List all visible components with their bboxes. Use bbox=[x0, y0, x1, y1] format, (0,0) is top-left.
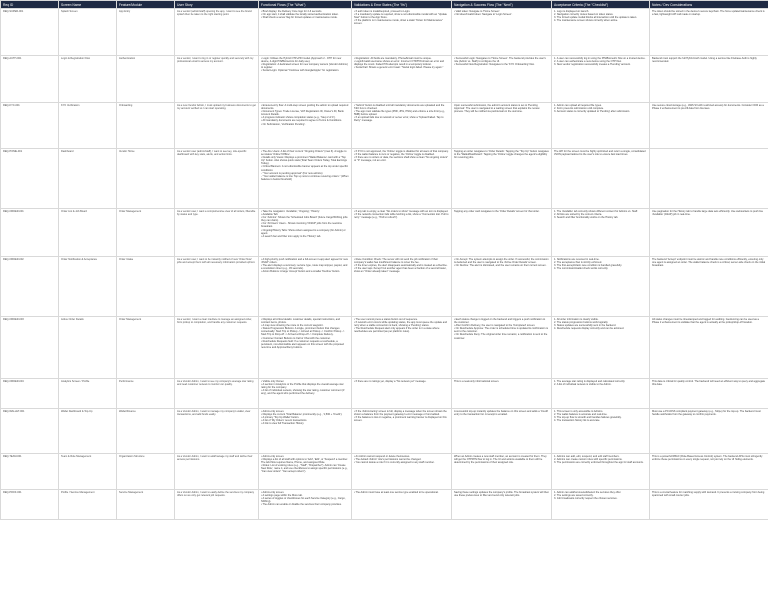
cell-req-id: REQ-ORDER-003 bbox=[1, 317, 59, 379]
cell-screen-name: Active Order Details bbox=[59, 317, 117, 379]
table-row bbox=[1, 454, 768, 490]
cell-acceptance-criteria: 1. Admin can upload all required file types. 2. Form prevents submission until complete. 3. Account status is correctly updated to 'Pending' after submission. bbox=[552, 103, 650, 149]
cell-navigation: • Valid token: Navigate to 'Home Screen'. • No token/invalid token: Navigate to 'Login Screen'. bbox=[452, 9, 552, 56]
cell-notes: Must use a PCI-DSS compliant payment gateway (e.g., Stripe) for the top-up. The backend must handle webhooks from the gateway to confirm payments. bbox=[650, 409, 768, 454]
table-row bbox=[1, 149, 768, 209]
header-screen-name: Screen Name bbox=[59, 1, 117, 9]
cell-req-id: REQ-AUTH-001 bbox=[1, 56, 59, 103]
cell-feature-module: App Entry bbox=[117, 9, 175, 56]
cell-acceptance-criteria: 1. All order information is clearly visible. 2. The status progression buttons work logically. 3. Status updates are successfully sent in the backend. 4. Reschedule requests display correctly and can be actioned. bbox=[552, 317, 650, 379]
cell-screen-name: Splash Screen bbox=[59, 9, 117, 56]
cell-acceptance-criteria: 1. Logo is displayed on launch. 2. Navigation correctly routes based on token status. 3. The forced update modal blocks all interaction until the update is taken. 4. The maintenance screen shows correctly when active. bbox=[552, 9, 650, 56]
cell-validations: • 'Submit' button is disabled until all mandatory documents are uploaded and the T&C box is checked. • The app must validate file types (PDF, JPG, PNG) and enforce a size limit (e.g., 5MB) before upload. • If an upload fails due to network or server error, show a "Upload Failed. Tap to Retry" message. bbox=[352, 103, 452, 149]
cell-functional-flows: • Entered-entry flow: A multi-step screen guiding the admin to upload required documents. • Document Types: Trade License, VAT Registration ID, Owner's ID, Bank Account Details. • A progress indicator shows completion status (e.g., 'Step 2 of 4'). • All mandatory documents are required to agree to Terms & Conditions. • On Submission, 'Verification Pending'. bbox=[259, 103, 352, 149]
table-row bbox=[1, 379, 768, 409]
cell-feature-module: Order Management bbox=[117, 317, 175, 379]
cell-user-story: As a vendor (admin/staff) opening the app, I want to see the brand splash then be taken to the right starting point. bbox=[175, 9, 259, 56]
cell-screen-name: Order List & Job Board bbox=[59, 209, 117, 257]
cell-user-story: As a Vendor Admin, I want to add/manage my staff and define their access permissions. bbox=[175, 454, 259, 490]
cell-user-story: As a vendor user (admin/staff), I want to see key, role-specific dashboard with key stats, alerts, and action links. bbox=[175, 149, 259, 209]
cell-feature-module: Onboarding bbox=[117, 103, 175, 149]
cell-screen-name: Dashboard bbox=[59, 149, 117, 209]
cell-notes: Backend must support the full Hybrid Auth model. Using a service like Firebase Auth is highly recommended. bbox=[650, 56, 768, 103]
cell-validations: • Registration: All fields are mandatory. Phone/Email must be unique. • Login/Invalid username shows an error. Incorrect OTP/PIN shows an error and displays the count. Failed PIN attempts result in a temporary lockout. • Social Fail: Shows a generic error toast: "Social login failed. Please try again." bbox=[352, 56, 452, 103]
cell-acceptance-criteria: 1. The 'Available' tab correctly shows different content for Admins vs. Staff. 2. All lists are sorted by the correct criteria. 3. Search and filter functionality works on the History tab. bbox=[552, 209, 650, 257]
cell-notes bbox=[650, 149, 768, 209]
cell-screen-name: Order Notification & Acceptance bbox=[59, 257, 117, 317]
cell-navigation: • Successful Login: Navigates to 'Home Screen'. The backend provides the user's role (Admin vs. Staff) to configure the UI. • Successful New Registration: Navigates to the 'KYC Onboarding' flow. bbox=[452, 56, 552, 103]
header-acceptance-criteria: Acceptance Criteria (The "Checklist") bbox=[552, 1, 650, 9]
cell-functional-flows: • Take the navigation: 'Available', 'Ongoing', 'History'. • Available Tab: • For 'Admins': Shows the 'Scheduled Jobs Board' (future Cargo/Shifting jobs they can claim). • For 'All Users' Users - Shows incoming 'ON/AP' jobs from the real-time broadcast. • Ongoing/History Tabs: Show orders assigned to a company (for Admin) or agent. • A search bar and filter icon apply to the 'History' tab. bbox=[259, 209, 352, 257]
cell-navigation: A successful top-up instantly updates the balance on this screen and adds a 'Credit' entry to the transaction list. A receipt is emailed. bbox=[452, 409, 552, 454]
header-feature-module: Feature/Module bbox=[117, 1, 175, 9]
cell-navigation: Saving these settings updates the company's profile. The broadcast system will then use these preferences to filter and send only relevant jobs. bbox=[452, 490, 552, 520]
cell-functional-flows: • Brief display: the Delivery Core logo for 2-3 seconds. • On app start, it shall validate the locally stored authentication token. • Shall check a server flag for forced updates or maintenance mode. bbox=[259, 9, 352, 56]
cell-acceptance-criteria: 1. Admin can add/remove/edit/select the services they offer. 2. The settings are saved correctly. 3. Job broadcasts correctly respect the chosen services. bbox=[552, 490, 650, 520]
cell-functional-flows: • Admin-only screen. • A settings page within the More tab. • A series of toggles or checkboxes for each Service Category (e.g., Cargo, Shifting). • The Admin can enable or disable the services their company provides. bbox=[259, 490, 352, 520]
cell-req-id: REQ-WALLET-001 bbox=[1, 409, 59, 454]
cell-feature-module: Order Intake bbox=[117, 257, 175, 317]
cell-feature-module: Authentication bbox=[117, 56, 175, 103]
cell-notes: Use secure cloud storage (e.g., AWS S3 with restricted access) for documents. Consider OCR as a Phase 2 enhancement to pre-fill data from licenses. bbox=[650, 103, 768, 149]
cell-req-id: REQ-PROF-001 bbox=[1, 490, 59, 520]
table-row bbox=[1, 257, 768, 317]
cell-acceptance-criteria: 1. This screen is only accessible to Admins. 2. The wallet balance is accurate and real-time. 3. The top-up flow is smooth and handles failures gracefully. 4. The transaction history list is accurate. bbox=[552, 409, 650, 454]
cell-user-story: As a Vendor Admin, I want to see my company's average star rating and read customer reviews to monitor our quality. bbox=[175, 379, 259, 409]
cell-acceptance-criteria: The API for the screen must be highly optimized and return a single, consolidated JSON payload tailored to the user's role to ensure fast load times. bbox=[552, 149, 650, 209]
header-notes: Notes / Dev Considerations bbox=[650, 1, 768, 9]
cell-validations: • If there are no ratings yet, display a "No reviews yet" message. bbox=[352, 379, 452, 409]
cell-req-id: REQ-SUPER-001 bbox=[1, 9, 59, 56]
cell-functional-flows: • Login: Utilises the Hybrid OTP+PIN model (Approach 2 - OTP for new device, 4-digit PIN/Biometrics for daily use). • Registration: A dedicated screen for new company owners (Vendor Admins) to register. • Social Login: Optional "Continue with Google/Apple" for registration. bbox=[259, 56, 352, 103]
cell-acceptance-criteria: 1. Notifications are received in real-time. 2. The acceptance flow is strictly enforced. 3. The first-accept/claim race condition is handled gracefully. 4. The commission/wallet check works correctly. bbox=[552, 257, 650, 317]
cell-validations: • An Admin cannot suspend or delete themselves. • The default 'Admin' role's permissions cannot be changed. • You cannot delete a role if it is currently assigned to any staff member. bbox=[352, 454, 452, 490]
cell-user-story: As a vendor, I want a clear interface to manage an assigned order, from pickup to completion, and handle any customer requests. bbox=[175, 317, 259, 379]
cell-req-id: REQ-KYC-001 bbox=[1, 103, 59, 149]
cell-navigation: • On Accept: The system attempts to assign the order. If successful, the commission is deducted and the user is navigated to the 'Active Order Details' screen. • On Decline: The alert is dismissed, and the user remains on their current screen. bbox=[452, 257, 552, 317]
header-functional-flows: Functional Flows (The "What") bbox=[259, 1, 352, 9]
cell-user-story: As a vendor user, I want to be instantly notified of new 'Order Now' jobs and accept them with all necessary information provided upfront. bbox=[175, 257, 259, 317]
table-row bbox=[1, 103, 768, 149]
cell-validations: • If the 'Admin-facing' screen is full, display a message when the screen shows the shown a balance from the payment gateway's error message or fund added. • If the balance is low or negative, a prominent warning banner is displayed on this screen. bbox=[352, 409, 452, 454]
cell-validations: • If KYC is not approved, the 'Online' toggle is disabled for all users of that company. • If the wallet balance is zero or negative, the 'Online' toggle is disabled. • If there are no orders or data, the sections shall show a clean "No ongoing orders" or "0" message, not an error. bbox=[352, 149, 452, 209]
cell-user-story: As a vendor, I want to log in or register quickly and securely with my professional email to access my account. bbox=[175, 56, 259, 103]
cell-notes: This data is critical for quality control. The backend will need an efficient way to query and aggregate this data. bbox=[650, 379, 768, 409]
cell-notes: This is a crucial feature for matching supply with demand. It prevents a moving company from being spammed with small courier jobs. bbox=[650, 490, 768, 520]
cell-notes: Use pagination for the History tab to handle large data sets efficiently. Use websockets to push live 'Available' (ASAP) job in real-time. bbox=[650, 209, 768, 257]
cell-req-id: REQ-TEAM-001 bbox=[1, 454, 59, 490]
cell-user-story: As a Vendor Admin, I want to easily define the services my company offers so we only get relevant job requests. bbox=[175, 490, 259, 520]
cell-screen-name: Team & Role Management bbox=[59, 454, 117, 490]
cell-functional-flows: • Admin-only screen. • Displays the current 'Total Balance' prominently (e.g., '1,500 + 'Credit'). • A primary 'Top Up Wallet' button. • A list of 'My Orders' recent transactions. • A link to view full Transaction History. bbox=[259, 409, 352, 454]
cell-notes: The backend 'Accept' endpoint must be atomic and handle race conditions efficiently, ensuring only one agent is assigned an order. The wallet balance check is a critical, server-side check on the initial broadcast. bbox=[650, 257, 768, 317]
cell-navigation: Upon successful submission, the admin's account status is set to 'Pending Approval'. The user is navigated to a waiting screen that explains the review process. They will be notified via push/email on the outcome. bbox=[452, 103, 552, 149]
cell-notes: This is a powerful RBAC (Role-Based Access Control) system. The backend APIs must stringently enforce these permissions on every single request, not just rely on the UI hiding elements. bbox=[650, 454, 768, 490]
cell-acceptance-criteria: 1. A user can successfully log in using the PIN/Biometric flow on a trusted device. 2. A user can authenticate a new device using the OTP flow. 3. New vendor registration successfully creates a 'Pending' account. bbox=[552, 56, 650, 103]
cell-feature-module: Performance bbox=[117, 379, 175, 409]
cell-user-story: As a Vendor Admin, I want to manage my company's wallet, view transactions, and add funds easily. bbox=[175, 409, 259, 454]
cell-feature-module: Organization Structure bbox=[117, 454, 175, 490]
cell-notes: The token should be stored in the device's secure keychain. The force update/maintenance check is a fast, lightweight API call made on startup. bbox=[650, 9, 768, 56]
cell-functional-flows: • The ALL Users: A list of their current "Ongoing Orders" (max 3). A toggle to set status 'Online'/'Offline'. • Details only Views: Displays a prominent 'Wallet Balance' card with a "Top Up" button. Also shows quick stats (Total Team Orders Today, Total Earnings Today). • Critical Banners: A non-dismissible banner appears at the top under specific conditions: - "Your account is pending approval" (For new admins) - "Your wallet balance is low. Top up now to continue receiving orders." (When balance is below threshold) bbox=[259, 149, 352, 209]
header-row bbox=[1, 1, 768, 9]
cell-user-story: As a new Vendor Admin, I must upload my business documents to get my account verified so I can start operating. bbox=[175, 103, 259, 149]
table-row bbox=[1, 409, 768, 454]
table-row bbox=[1, 56, 768, 103]
header-navigation: Navigation & Success Flow (The "Next") bbox=[452, 1, 552, 9]
cell-functional-flows: • Admin-only screen. • Displays a list of all staff with options to 'Add', 'Edit', or 'Suspend' a member. The Add flow requires Name, Phone, and assigned Role. • Roles: List of existing roles (e.g., "Staff", "Dispatcher"). Admin can 'Create New Role', name it, and use checkboxes to assign specific permissions (e.g., "Can view orders" "Can accept orders"). bbox=[259, 454, 352, 490]
cell-validations: • If any tab is empty, a clear "No orders to show" message with an icon is displayed. • If the network connection fails while fetching a list, show a "Connection lost. Pull to retry." message (e.g., "Pull to refresh"). bbox=[352, 209, 452, 257]
cell-feature-module: Wallet/Finance bbox=[117, 409, 175, 454]
cell-screen-name: Analytics Screen / Profile bbox=[59, 379, 117, 409]
header-validations: Validations & Error States (The "Ifs") bbox=[352, 1, 452, 9]
cell-feature-module: Service Management bbox=[117, 490, 175, 520]
cell-req-id: REQ-ORDER-001 bbox=[1, 209, 59, 257]
cell-navigation: When an Admin creates a new staff member, an account is created for them. They will get the OTP/PIN flow to log in. The UI and actions available to them will be determined by the permissions of their assigned role. bbox=[452, 454, 552, 490]
cell-screen-name: Wallet Dashboard & Top-Up bbox=[59, 409, 117, 454]
cell-req-id: REQ-HOME-001 bbox=[1, 149, 59, 209]
cell-functional-flows: • A high-priority push notification and a full-screen in-app alert appear for new 'ASAP' orders. • The alert displays a summary: service type, route map snippet, payout, and a countdown timer (e.g., 45 seconds). • Action Buttons: A large 'Accept' button and a smaller 'Decline' button. bbox=[259, 257, 352, 317]
cell-functional-flows: • Displays all critical details: customer details, special instructions, and contract items, photos. • A map view showing the route to the current waypoint. • Status Progression Buttons: A single, prominent button that changes contextually: Start Trip to Pickup -> Arrived at Pickup -> Confirm Pickup -> Start Trip to Drop-off -> Arrived at Drop-off -> Complete Delivery. • Customer Contact Buttons to Call or Chat with the customer. • Reschedule Requests field: If a customer requests a reschedule, a persistent, non-dismissible alert appears on this screen with the proposed new time and Approve/Deny buttons. bbox=[259, 317, 352, 379]
cell-functional-flows: • Visible only Owner. • A section in Analytics or the Profile that displays the overall average star rating for the company. • A list of individual reviews, showing the star rating, customer comment (if any), and the agent who performed the delivery. bbox=[259, 379, 352, 409]
cell-feature-module: Order Management bbox=[117, 209, 175, 257]
cell-notes: All status changes must be timestamped and logged for auditing. Geofencing can be used as a Phase 2 enhancement to validate that the agent is actually at the pickup/drop-off location. bbox=[650, 317, 768, 379]
cell-screen-name: Login & Registration Flow bbox=[59, 56, 117, 103]
cell-acceptance-criteria: 1. Admins can add, edit, suspend, and edit staff members. 2. Admins can create custom roles with specific permissions. 3. The permissions are correctly enforced throughout the app for staff accounts. bbox=[552, 454, 650, 490]
cell-feature-module: Vendor Home bbox=[117, 149, 175, 209]
table-row bbox=[1, 490, 768, 520]
cell-navigation: Tapping any order card navigates to the 'Order Details' screen for that order. bbox=[452, 209, 552, 257]
table-row bbox=[1, 209, 768, 257]
cell-navigation: This is a read-only informational screen. bbox=[452, 379, 552, 409]
cell-validations: • Race Condition Check: The server will not send the job notification if their company's wallet has insufficient balance to cover the fee. • If the timer expires, the alert disappears automatically and is treated as a Decline. • If the user taps 'Accept' but another agent has been a fraction of a second faster, show an "Order already taken" message. bbox=[352, 257, 452, 317]
cell-validations: • The user cannot press a status button out of sequence. • If network error occurs while updating status, the app must queue the update and retry when a stable connection is back, showing a 'Pending' status. • The Reschedule Request alert only appears if the order is in a state where reschedules are permitted (as per platform rules). bbox=[352, 317, 452, 379]
cell-screen-name: Profile / Service Management bbox=[59, 490, 117, 520]
cell-acceptance-criteria: 1. The average star rating is displayed and calculated correctly. 2. A list of individual reviews is visible to the Admin. bbox=[552, 379, 650, 409]
table-row bbox=[1, 9, 768, 56]
cell-validations: • If auth token is invalid/expired, proceed to Login. • If a mandatory update is required, show a non-dismissible modal with an "Update Now" button to the App Store. • If the platform is in maintenance mode, show a static "Down for Maintenance" screen. bbox=[352, 9, 452, 56]
cell-req-id: REQ-ORDER-002 bbox=[1, 257, 59, 317]
cell-validations: • The Admin must have at least one service type enabled to be operational. bbox=[352, 490, 452, 520]
cell-screen-name: KYC Verification bbox=[59, 103, 117, 149]
cell-req-id: REQ-ORDER-004 bbox=[1, 379, 59, 409]
cell-navigation: Tapping an order navigates to 'Order Details'. Tapping the "Top Up" button navigates to the 'Wallet/Dashboard'. Tapping the 'Online' toggle changes the agent's eligibility for receiving jobs. bbox=[452, 149, 552, 209]
header-req-id: Req ID bbox=[1, 1, 59, 9]
table-row bbox=[1, 317, 768, 379]
cell-user-story: As a vendor user, I want a comprehensive view of all orders, filterable by status and type. bbox=[175, 209, 259, 257]
cell-navigation: • Each status change is logged on the backend and triggers a push notification to the customer. • After Confirm Delivery, the user is navigated to the 'Completed' screen. • On Reschedule Approve: The order is scheduled time is updated & confirmation is sent to the customer. • On Reschedule Deny: The original order time remains; a notification is sent to the customer. bbox=[452, 317, 552, 379]
header-user-story: User Story bbox=[175, 1, 259, 9]
